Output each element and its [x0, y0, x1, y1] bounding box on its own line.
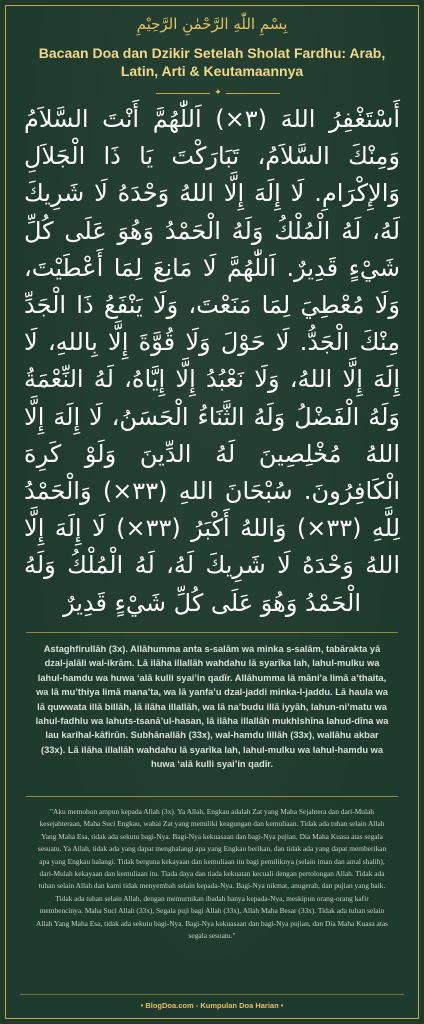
- translation-text: "Aku memohon ampun kepada Allah (3x). Ya Allah, Engkau adalah Zat yang Maha Sejahtera dan dari-Mulah kesejahteraan, Maha Suci Engkau, wahai Zat yang memiliki keagungan dan kemuliaan. Tidak ada tuhan selain Allah Yang Maha Esa, tidak ada sekutu bagi-Nya. Bagi-Nya kekuasaan dan bagi-Nya pujian. Dia Maha Kuasa atas segala sesuatu. Ya Allah, tidak ada yang dapat menghalangi apa yang Engkau berikan, dan tidak ada yang dapat memberikan apa yang Engkau halangi. Tidak berguna kekayaan dan kemuliaan itu bagi pemiliknya (selain iman dan amal shalih), dari-Mulah kekayaan dan kemuliaan itu. Tiada daya dan tiada kekuatan kecuali dengan pertolongan Allah. Tidak ada tuhan selain Allah dan kami tidak menyembah selain kepada-Nya. Bagi-Nya nikmat, anugerah, dan pujian yang baik. Tidak ada tuhan selain Allah, dengan memurnikan ibadah hanya kepada-Nya, meskipun orang-orang kafir membencinya. Maha Suci Allah (33x), Segala puji bagi Allah (33x), Allah Maha Besar (33x). Tidak ada tuhan selain Allah Yang Maha Esa, tidak ada sekutu bagi-Nya. Bagi-Nya kekuasaan dan bagi-Nya pujian, dan Dia Maha Kuasa atas segala sesuatu.": [36, 807, 388, 941]
- page-title: Bacaan Doa dan Dzikir Setelah Sholat Fardhu: Arab, Latin, Arti & Keutamaannya: [38, 45, 386, 79]
- arabic-dua-text: أَسْتَغْفِرُ اللهَ (٣×) اَللّٰهُمَّ أَنْتَ السَّلاَمُ وَمِنْكَ السَّلاَمُ، تَبَارَكْتَ يَا ذَا الْجَلاَلِ وَالإِكْرَامِ. لَا إِلَهَ إِلَّا اللهُ وَحْدَهُ لَا شَرِيكَ لَهُ، لَهُ الْمُلْكُ وَلَهُ الْحَمْدُ وَهُوَ عَلَى كُلِّ شَيْءٍ قَدِيرٌ. اَللّٰهُمَّ لَا مَانِعَ لِمَا أَعْطَيْتَ، وَلَا مُعْطِيَ لِمَا مَنَعْتَ، وَلَا يَنْفَعُ ذَا الْجَدِّ مِنْكَ الْجَدُّ. لَا حَوْلَ وَلَا قُوَّةَ إِلَّا بِاللهِ، لَا إِلَهَ إِلَّا اللهُ، وَلَا نَعْبُدُ إِلَّا إِيَّاهُ، لَهُ النِّعْمَةُ وَلَهُ الْفَضْلُ وَلَهُ الثَّنَاءُ الْحَسَنُ، لَا إِلَهَ إِلَّا اللهُ مُخْلِصِينَ لَهُ الدِّينَ وَلَوْ كَرِهَ الْكَافِرُونَ. سُبْحَانَ اللهِ (٣٣×) وَالْحَمْدُ لِلَّهِ (٣٣×) وَاللهُ أَكْبَرُ (٣٣×) لَا إِلَهَ إِلَّا اللهُ وَحْدَهُ لَا شَرِيكَ لَهُ، لَهُ الْمُلْكُ وَلَهُ الْحَمْدُ وَهُوَ عَلَى كُلِّ شَيْءٍ قَدِيرٌ: [24, 105, 401, 617]
- footer-divider: [20, 994, 404, 995]
- bismillah: بِسْمِ اللّٰهِ الرَّحْمٰنِ الرَّحِيْمِ: [136, 15, 288, 33]
- section-divider: [26, 632, 398, 633]
- latin-transliteration: Astaghfirullāh (3x). Allāhumma anta s-salām wa minka s-salām, tabārakta yā dzal-jalāli wal-ikrām. Lā ilāha illallāh wahdahu lā syarīka lah, lahul-mulku wa lahul-hamdu wa huwa ‘alā kulli syai’in qadīr. Allāhumma lā māni’a limā a’thaita, wa lā mu’thiya limā mana’ta, wa lā yanfa’u dzal-jaddi minka-l-jaddu. Lā haula wa lā quwwata illā billāh, lā ilāha illallāh, wa lā na’budu illā iyyāh, lahun-ni’matu wa lahul-fadhlu wa lahuts-tsanā’ul-hasan, lā ilāha illallāh mukhlshīna lahud-dīna wa lau karihal-kāfirūn. Subhānallāh (33x), wal-hamdu lillāh (33x), wallāhu akbar (33x). Lā ilāha illallāh wahdahu lā syarīka lah, lahul-mulku wa lahul-hamdu wa huwa ‘alā kulli syai’in qadīr.: [35, 644, 389, 770]
- diamond-icon: ✦: [214, 88, 222, 98]
- footer-credit: • BlogDoa.com - Kumpulan Doa Harian •: [140, 1001, 284, 1010]
- section-divider: [26, 796, 398, 797]
- ornament-divider: [156, 88, 280, 98]
- page-frame: [5, 5, 419, 1019]
